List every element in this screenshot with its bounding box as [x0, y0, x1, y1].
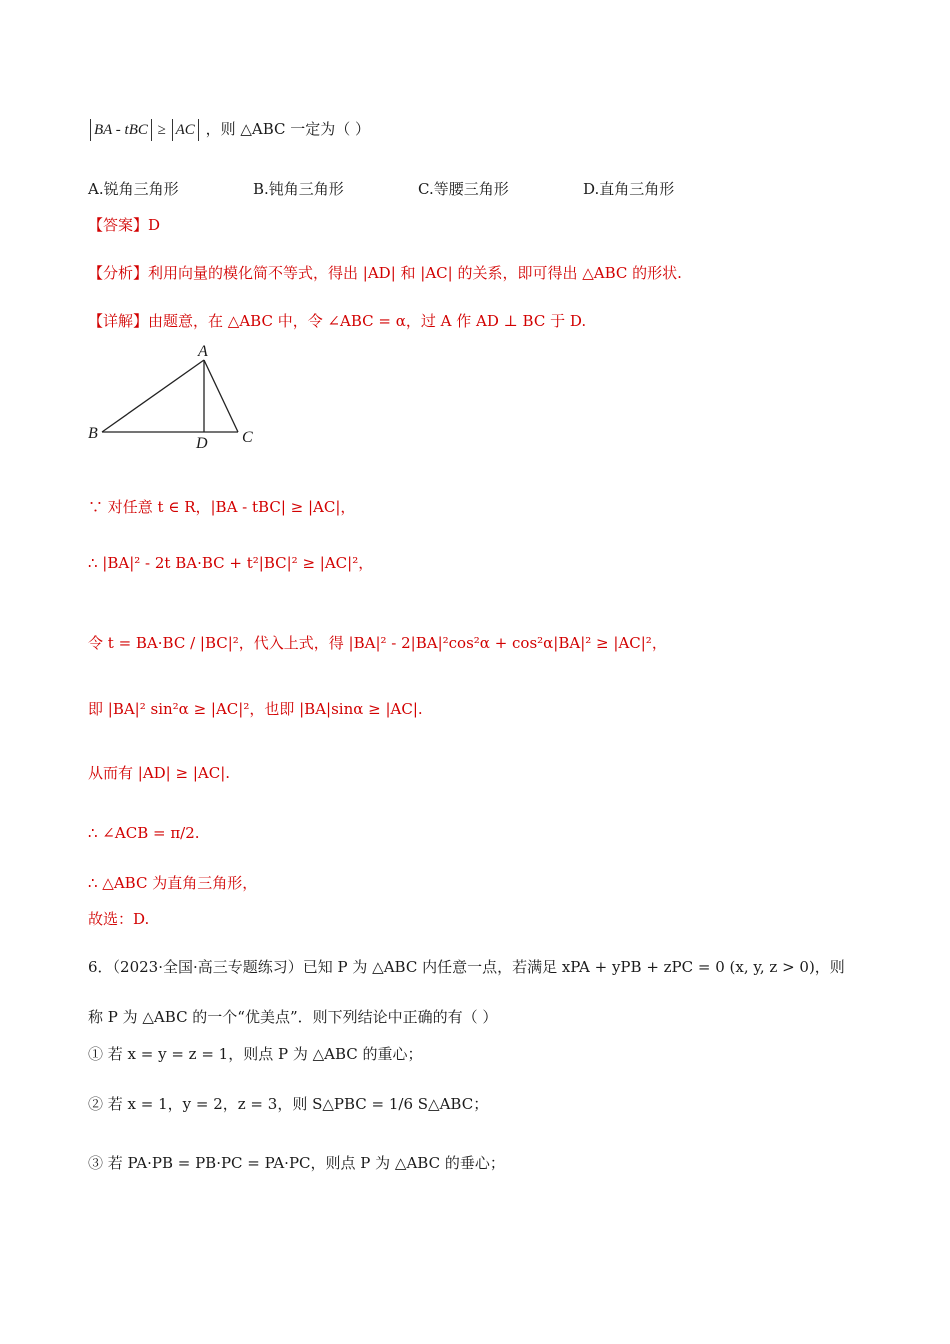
question-tail: BA - tBC ≥ AC ，则 △ABC 一定为（ ） — [88, 118, 370, 141]
label-b: B — [88, 425, 98, 442]
question-6-item-1: ① 若 x = y = z = 1，则点 P 为 △ABC 的重心； — [88, 1045, 423, 1063]
step-8: 故选：D. — [88, 910, 150, 928]
step-3: 令 t = BA·BC / |BC|²，代入上式，得 |BA|² - 2|BA|²cos²α + cos²α|BA|² ≥ |AC|²， — [88, 634, 667, 652]
step-6: ∴ ∠ACB = π/2. — [88, 824, 200, 842]
option-a: A.锐角三角形 — [88, 180, 179, 198]
step-7: ∴ △ABC 为直角三角形， — [88, 874, 258, 892]
question-6-line1: 6．（2023·全国·高三专题练习）已知 P 为 △ABC 内任意一点，若满足 xPA + yPB + zPC = 0 (x, y, z > 0)，则 — [88, 958, 845, 976]
question-prompt: ，则 △ABC 一定为（ ） — [205, 120, 371, 138]
condition-expr: BA - tBC — [90, 119, 152, 141]
option-c: C.等腰三角形 — [418, 180, 509, 198]
label-c: C — [242, 429, 253, 446]
triangle-figure — [82, 338, 272, 458]
question-6-item-2: ② 若 x = 1，y = 2，z = 3，则 S△PBC = 1/6 S△ABC； — [88, 1095, 489, 1113]
label-d: D — [196, 435, 208, 452]
detail: 【详解】由题意，在 △ABC 中，令 ∠ABC = α，过 A 作 AD ⊥ BC 于 D. — [88, 312, 587, 330]
options-row — [88, 178, 748, 200]
option-b: B.钝角三角形 — [253, 180, 344, 198]
step-4: 即 |BA|² sin²α ≥ |AC|²，也即 |BA|sinα ≥ |AC|. — [88, 700, 423, 718]
side-ba — [102, 360, 204, 432]
step-5: 从而有 |AD| ≥ |AC|. — [88, 764, 231, 782]
analysis: 【分析】利用向量的模化简不等式，得出 |AD| 和 |AC| 的关系，即可得出 △ABC 的形状. — [88, 264, 682, 282]
question-6-line2: 称 P 为 △ABC 的一个“优美点”．则下列结论中正确的有（ ） — [88, 1008, 498, 1026]
side-ac — [204, 360, 238, 432]
label-a: A — [198, 343, 208, 360]
question-6-item-3: ③ 若 PA·PB = PB·PC = PA·PC，则点 P 为 △ABC 的垂心； — [88, 1154, 505, 1172]
step-2: ∴ |BA|² - 2t BA·BC + t²|BC|² ≥ |AC|²， — [88, 554, 374, 572]
step-1: ∵ 对任意 t ∈ R，|BA - tBC| ≥ |AC|， — [88, 498, 356, 516]
answer: 【答案】D — [88, 216, 161, 234]
option-d: D.直角三角形 — [583, 180, 675, 198]
